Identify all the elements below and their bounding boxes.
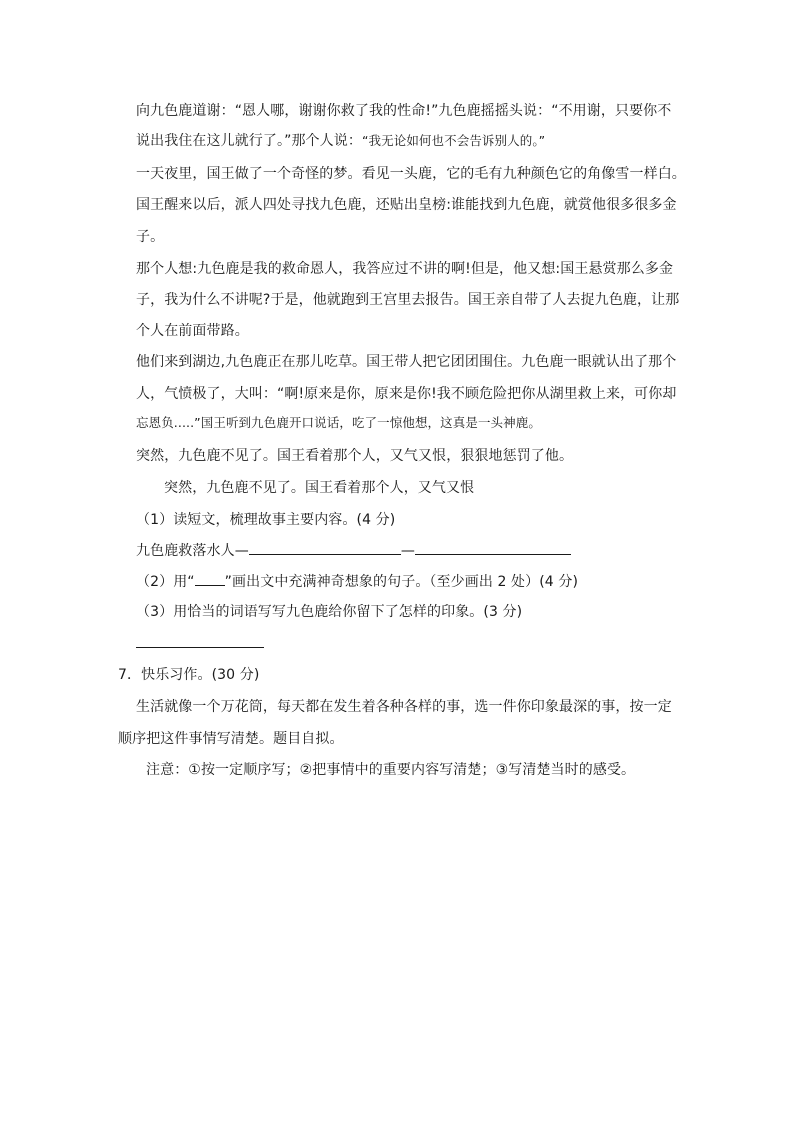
story-line-1: 向九色鹿道谢：“恩人哪，谢谢你救了我的性命!”九色鹿摇摇头说：“不用谢，只要你不 — [136, 103, 672, 119]
story-line-11 — [136, 413, 541, 433]
story-line-2a: 说出我住在这儿就行了。”那个人说： — [136, 133, 362, 149]
section-7-note: 注意：①按一定顺序写；②把事情中的重要内容写清楚；③写清楚当时的感受。 — [146, 762, 636, 778]
question-1-answer-line — [136, 540, 571, 561]
story-line-9: 他们来到湖边,九色鹿正在那儿吃草。国王带人把它团团围住。九色鹿一眼就认出了那个 — [136, 354, 677, 370]
story-line-7: 子，我为什么不讲呢?于是，他就跑到王宫里去报告。国王亲自带了人去捉九色鹿，让那 — [136, 292, 680, 308]
story-line-13: 突然，九色鹿不见了。国王看着那个人，又气又恨 — [164, 480, 475, 496]
section-7-title: 7．快乐习作。(30 分) — [118, 667, 260, 683]
q1-prefix: 九色鹿救落水人— — [136, 543, 249, 559]
story-line-2b: “我无论如何也不会告诉别人的。” — [361, 133, 546, 148]
story-line-5: 子。 — [136, 229, 165, 245]
q3-answer-line[interactable] — [136, 647, 264, 648]
story-line-12: 突然，九色鹿不见了。国王看着那个人，又气又恨，狠狠地惩罚了他。 — [136, 448, 574, 464]
story-line-11a: 忘恩负.....” — [136, 415, 201, 430]
q2-underline-sample — [195, 571, 225, 586]
question-2 — [136, 571, 578, 592]
q1-dash: — — [400, 543, 415, 559]
question-1: （1）读短文，梳理故事主要内容。(4 分) — [136, 512, 396, 528]
q1-blank-1[interactable] — [249, 540, 401, 555]
story-line-2 — [136, 131, 545, 151]
story-line-10: 人，气愤极了，大叫：“啊!原来是你，原来是你!我不顾危险把你从湖里救上来，可你却 — [136, 386, 677, 402]
q2-part-b: ”画出文中充满神奇想象的句子。（至少画出 2 处）(4 分) — [224, 574, 579, 590]
section-7-prompt-2: 顺序把这件事情写清楚。题目自拟。 — [118, 731, 344, 747]
q1-blank-2[interactable] — [415, 540, 571, 555]
q2-part-a: （2）用“ — [136, 574, 195, 590]
story-line-8: 个人在前面带路。 — [136, 323, 249, 339]
story-line-6: 那个人想:九色鹿是我的救命恩人，我答应过不讲的啊!但是，他又想:国王悬赏那么多金 — [136, 261, 674, 277]
story-line-11b: 国王听到九色鹿开口说话，吃了一惊他想，这真是一头神鹿。 — [200, 415, 541, 430]
question-3: （3）用恰当的词语写写九色鹿给你留下了怎样的印象。(3 分) — [136, 604, 523, 620]
story-line-3: 一天夜里，国王做了一个奇怪的梦。看见一头鹿，它的毛有九种颜色它的角像雪一样白。 — [136, 166, 686, 182]
section-7-prompt-1: 生活就像一个万花筒，每天都在发生着各种各样的事，选一件你印象最深的事，按一定 — [136, 699, 672, 715]
story-line-4: 国王醒来以后，派人四处寻找九色鹿，还贴出皇榜:谁能找到九色鹿，就赏他很多很多金 — [136, 197, 677, 213]
